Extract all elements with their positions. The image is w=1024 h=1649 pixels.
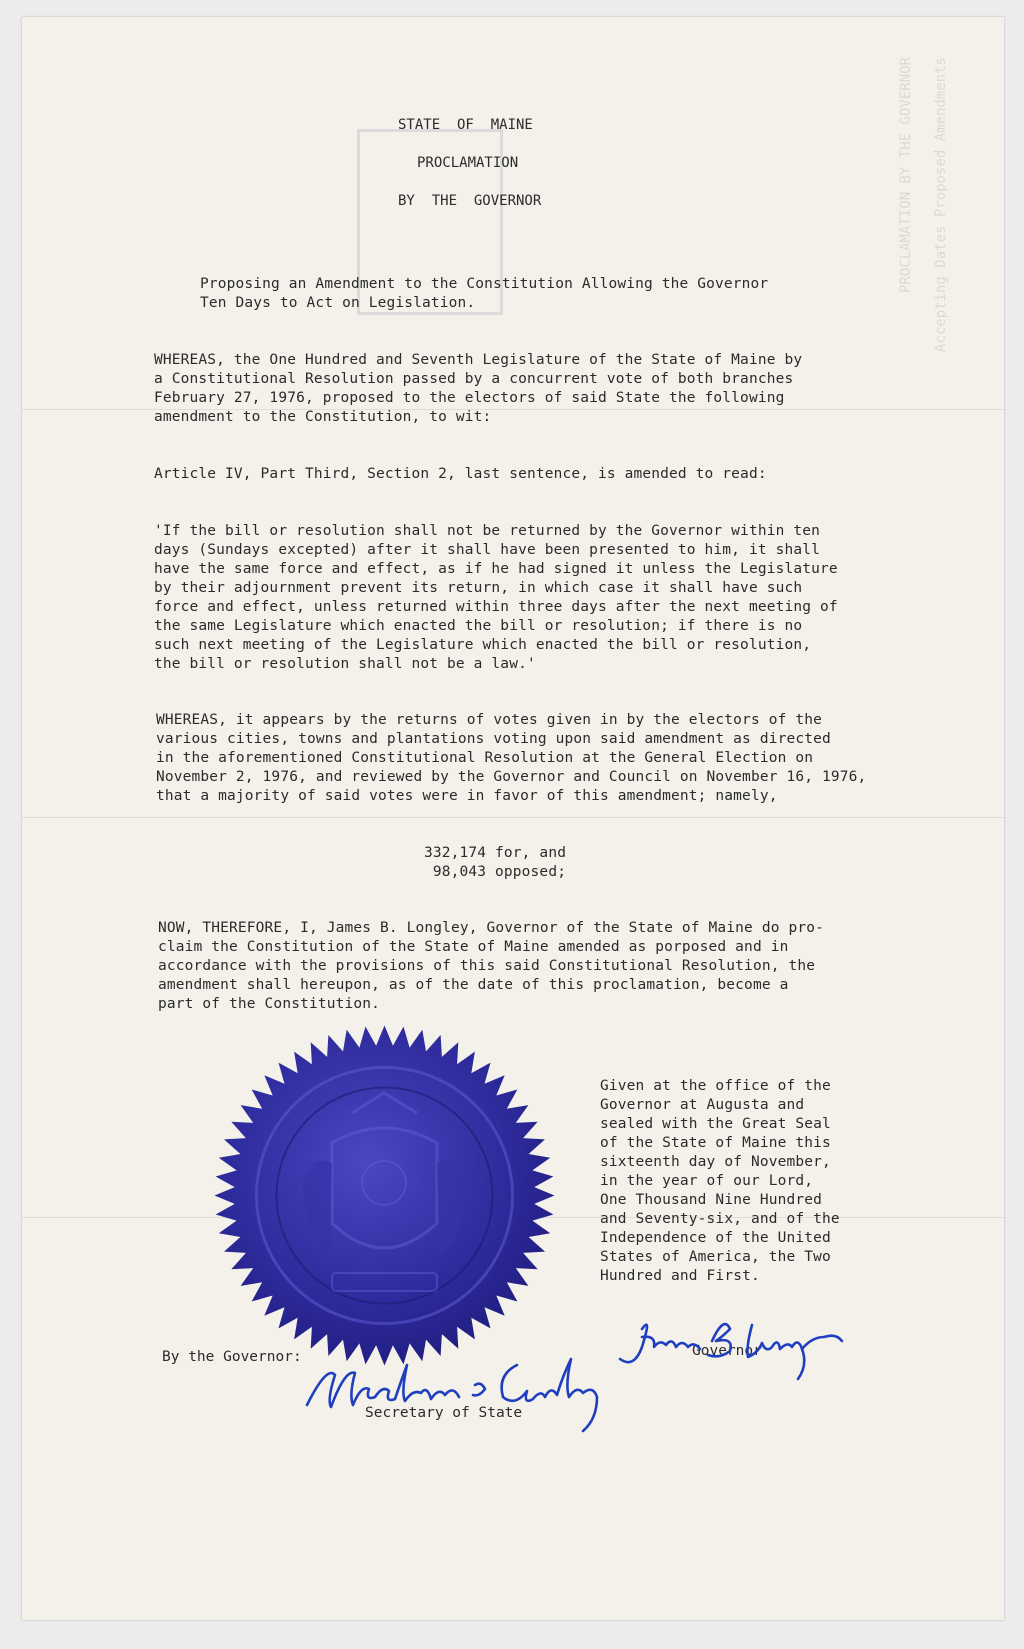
article-line: Article IV, Part Third, Section 2, last sentence, is amended to read: — [154, 466, 767, 482]
given-line: Given at the office of the — [600, 1078, 831, 1094]
given-line: Independence of the United — [600, 1230, 831, 1246]
whereas2-line: in the aforementioned Constitutional Resolution at the General Election on — [156, 750, 814, 766]
by-governor-heading: BY THE GOVERNOR — [398, 193, 542, 209]
secretary-caption: Secretary of State — [365, 1405, 523, 1421]
bleed-line: PROCLAMATION BY THE GOVERNOR — [898, 57, 914, 294]
given-line: States of America, the Two — [600, 1249, 831, 1265]
bleed-line: Accepting Dates Proposed Amendments — [933, 57, 949, 353]
votes-opposed: 98,043 opposed; — [424, 864, 567, 880]
given-line: in the year of our Lord, — [600, 1173, 814, 1189]
therefore-line: accordance with the provisions of this said Constitutional Resolution, the — [158, 958, 816, 974]
whereas1-line: WHEREAS, the One Hundred and Seventh Legislature of the State of Maine by — [154, 352, 803, 368]
whereas2-line: November 2, 1976, and reviewed by the Governor and Council on November 16, 1976, — [156, 769, 867, 785]
proclamation-title: PROCLAMATION — [417, 155, 519, 171]
whereas2-line: various cities, towns and plantations voting upon said amendment as directed — [156, 731, 831, 747]
secretary-signature-icon — [297, 1345, 617, 1435]
governor-signature-icon — [612, 1307, 862, 1387]
given-line: Governor at Augusta and — [600, 1097, 805, 1113]
quote-line: 'If the bill or resolution shall not be returned by the Governor within ten — [154, 523, 820, 539]
governor-caption: Governor — [692, 1343, 762, 1359]
given-line: Hundred and First. — [600, 1268, 760, 1284]
whereas1-line: February 27, 1976, proposed to the electors of said State the following — [154, 390, 785, 406]
quote-line: such next meeting of the Legislature which enacted the bill or resolution, — [154, 637, 812, 653]
given-line: of the State of Maine this — [600, 1135, 831, 1151]
whereas2-line: WHEREAS, it appears by the returns of votes given in by the electors of the — [156, 712, 822, 728]
state-heading: STATE OF MAINE — [398, 117, 533, 133]
votes-for: 332,174 for, and — [424, 845, 567, 861]
therefore-line: claim the Constitution of the State of Maine amended as porposed and in — [158, 939, 789, 955]
great-seal-icon — [212, 1023, 557, 1368]
quote-line: by their adjournment prevent its return, in which case it shall have such — [154, 580, 803, 596]
quote-line: have the same force and effect, as if he had signed it unless the Legislature — [154, 561, 838, 577]
given-line: One Thousand Nine Hundred — [600, 1192, 822, 1208]
quote-line: the same Legislature which enacted the bill or resolution; if there is no — [154, 618, 803, 634]
subject-line: Proposing an Amendment to the Constitution Allowing the Governor — [200, 276, 769, 292]
bleed-through-text — [917, 57, 965, 386]
subject-line: Ten Days to Act on Legislation. — [200, 295, 476, 311]
given-line: sixteenth day of November, — [600, 1154, 831, 1170]
therefore-line: part of the Constitution. — [158, 996, 380, 1012]
quote-line: force and effect, unless returned within three days after the next meeting of — [154, 599, 838, 615]
therefore-line: amendment shall hereupon, as of the date of this proclamation, become a — [158, 977, 789, 993]
therefore-line: NOW, THEREFORE, I, James B. Longley, Governor of the State of Maine do pro- — [158, 920, 824, 936]
given-line: sealed with the Great Seal — [600, 1116, 831, 1132]
fold-line — [22, 817, 1004, 818]
whereas1-line: a Constitutional Resolution passed by a concurrent vote of both branches — [154, 371, 794, 387]
quote-line: the bill or resolution shall not be a law.' — [154, 656, 536, 672]
whereas2-line: that a majority of said votes were in favor of this amendment; namely, — [156, 788, 778, 804]
quote-line: days (Sundays excepted) after it shall have been presented to him, it shall — [154, 542, 820, 558]
proclamation-sheet — [22, 17, 1004, 1620]
by-the-governor-label: By the Governor: — [162, 1349, 302, 1365]
given-line: and Seventy-six, and of the — [600, 1211, 840, 1227]
whereas1-line: amendment to the Constitution, to wit: — [154, 409, 492, 425]
